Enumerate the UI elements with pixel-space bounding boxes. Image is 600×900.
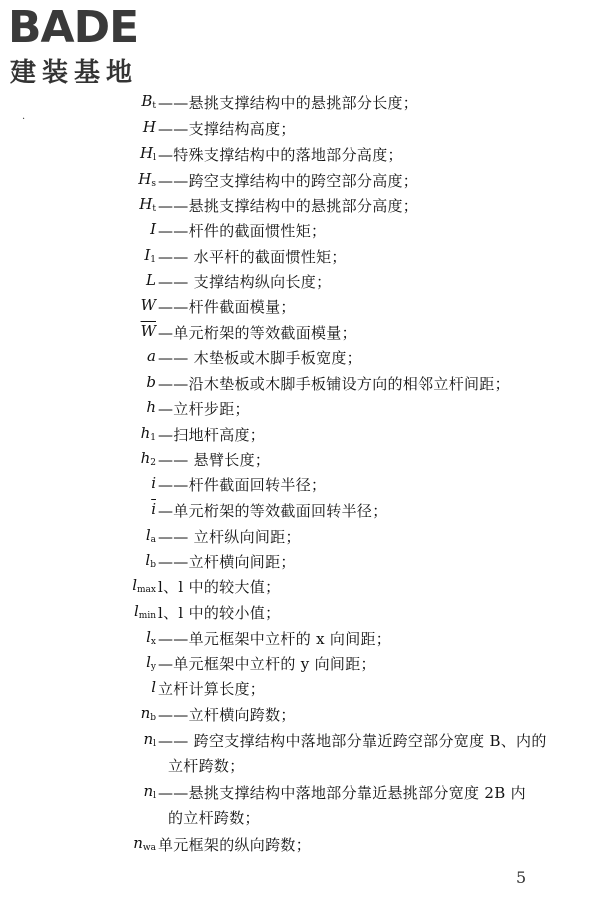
- symbol-letter: h: [140, 449, 151, 467]
- logo-subtitle: 建装基地: [10, 58, 139, 88]
- symbol-letter: H: [140, 144, 154, 162]
- symbol-letter: n: [133, 834, 143, 852]
- symbol-letter: H: [142, 118, 156, 136]
- entry-description: ——悬挑支撑结构中的悬挑部分高度；: [158, 197, 419, 215]
- entry-description: —单元桁架的等效截面回转半径；: [158, 502, 388, 520]
- entry-description: 立杆计算长度；: [158, 680, 266, 698]
- entry-symbol: [150, 220, 156, 238]
- symbol-subscript: b: [150, 560, 156, 570]
- entry-symbol: [146, 398, 156, 416]
- entry-description: —— 水平杆的截面惯性矩；: [158, 248, 347, 266]
- entry-description: l、l 中的较小值；: [158, 604, 281, 622]
- symbol-subscript: s: [151, 179, 156, 189]
- entry-symbol: [140, 144, 156, 163]
- entry-symbol: [147, 347, 156, 365]
- symbol-subscript: l: [153, 739, 156, 749]
- entry-description: 单元框架的纵向跨数；: [158, 836, 312, 854]
- symbol-subscript: l: [153, 791, 156, 801]
- entry-symbol: [134, 602, 156, 621]
- symbol-subscript: b: [150, 713, 156, 723]
- entry-description: ——悬挑支撑结构中落地部分靠近悬挑部分宽度 2B 内: [158, 784, 526, 802]
- entry-symbol: [132, 576, 156, 595]
- symbol-letter: l: [145, 551, 151, 569]
- symbol-subscript: l: [153, 153, 156, 163]
- entry-symbol: [143, 730, 156, 749]
- entry-description: —— 支撑结构纵向长度；: [158, 273, 332, 291]
- entry-symbol: [138, 170, 156, 189]
- entry-symbol: [146, 526, 156, 545]
- symbol-subscript: t: [152, 204, 156, 214]
- symbol-letter: l: [133, 602, 139, 620]
- entry-description: ——支撑结构高度；: [158, 120, 296, 138]
- entry-symbol: [151, 474, 156, 492]
- entry-description: ——跨空支撑结构中的跨空部分高度；: [158, 172, 419, 190]
- symbol-letter: a: [147, 347, 156, 365]
- entry-description: —— 立杆纵向间距；: [158, 528, 301, 546]
- symbol-letter: h: [146, 398, 156, 416]
- entry-symbol: [143, 118, 156, 136]
- entry-description: ——单元框架中立杆的 x 向间距；: [158, 630, 392, 648]
- entry-symbol: [141, 92, 156, 111]
- entry-symbol: [141, 449, 156, 468]
- entry-description: ——沿木垫板或木脚手板铺设方向的相邻立杆间距；: [158, 375, 510, 393]
- logo-brand: BADE: [8, 2, 139, 53]
- symbol-subscript: max: [137, 585, 156, 595]
- entry-symbol: [141, 322, 156, 340]
- symbol-letter: H: [138, 170, 152, 188]
- symbol-subscript: 2: [150, 458, 156, 468]
- symbol-letter: I: [144, 246, 151, 264]
- symbol-letter: h: [140, 424, 151, 442]
- stray-mark: ·: [22, 114, 26, 125]
- entry-symbol: [141, 424, 156, 443]
- symbol-letter: n: [143, 782, 154, 800]
- entry-symbol: [144, 246, 156, 265]
- entry-symbol: [141, 704, 156, 723]
- entry-description: —特殊支撑结构中的落地部分高度；: [158, 146, 403, 164]
- entry-description: —— 悬臂长度；: [158, 451, 271, 469]
- entry-description: ——杆件的截面惯性矩；: [158, 222, 327, 240]
- symbol-letter: l: [146, 653, 151, 671]
- entry-symbol: [146, 628, 156, 647]
- entry-description-continuation: 立杆跨数；: [168, 757, 245, 775]
- entry-description: —单元桁架的等效截面模量；: [158, 324, 357, 342]
- entry-description: l、l 中的较大值；: [158, 578, 281, 596]
- symbol-letter: l: [146, 628, 151, 646]
- entry-symbol: [146, 653, 156, 672]
- symbol-letter: n: [143, 730, 154, 748]
- entry-description: ——立杆横向跨数；: [158, 706, 296, 724]
- entry-symbol: [151, 678, 156, 696]
- symbol-subscript: wa: [142, 843, 156, 853]
- symbol-subscript: y: [150, 662, 156, 672]
- symbol-letter: B: [141, 92, 153, 110]
- symbol-letter: L: [146, 271, 156, 289]
- entry-symbol: [145, 551, 156, 570]
- page-number: 5: [516, 868, 527, 887]
- entry-symbol: [141, 296, 156, 314]
- symbol-letter: W: [140, 296, 156, 314]
- entry-symbol: [133, 834, 156, 853]
- entry-description: ——杆件截面回转半径；: [158, 476, 327, 494]
- entry-description: ——立杆横向间距；: [158, 553, 296, 571]
- symbol-letter: $\overline{i}$: [151, 500, 156, 518]
- entry-description: —— 木垫板或木脚手板宽度；: [158, 349, 362, 367]
- symbol-letter: i: [151, 474, 156, 492]
- entry-symbol: [143, 782, 156, 801]
- entry-description: —单元框架中立杆的 y 向间距；: [158, 655, 376, 673]
- symbol-letter: $\overline{W}$: [140, 322, 156, 340]
- entry-description: ——杆件截面模量；: [158, 298, 296, 316]
- symbol-letter: H: [139, 195, 153, 213]
- entry-symbol: [139, 195, 156, 214]
- symbol-letter: l: [145, 526, 151, 544]
- symbol-subscript: a: [150, 535, 156, 545]
- entry-description: ——悬挑支撑结构中的悬挑部分长度；: [158, 94, 419, 112]
- entry-symbol: [146, 373, 156, 391]
- symbol-letter: l: [132, 576, 138, 594]
- symbol-subscript: min: [138, 611, 156, 621]
- symbol-subscript: x: [150, 637, 156, 647]
- entry-description: —扫地杆高度；: [158, 426, 266, 444]
- symbol-letter: I: [150, 220, 156, 238]
- entry-symbol: [146, 271, 156, 289]
- symbol-subscript: t: [152, 101, 156, 111]
- symbol-letter: l: [151, 678, 156, 696]
- symbol-subscript: 1: [150, 433, 156, 443]
- entry-description: —— 跨空支撑结构中落地部分靠近跨空部分宽度 B、内的: [158, 732, 547, 750]
- symbol-letter: b: [146, 373, 156, 391]
- symbol-subscript: 1: [150, 255, 156, 265]
- entry-description-continuation: 的立杆跨数；: [168, 809, 260, 827]
- symbol-letter: n: [140, 704, 151, 722]
- entry-symbol: [151, 500, 156, 518]
- entry-description: —立杆步距；: [158, 400, 250, 418]
